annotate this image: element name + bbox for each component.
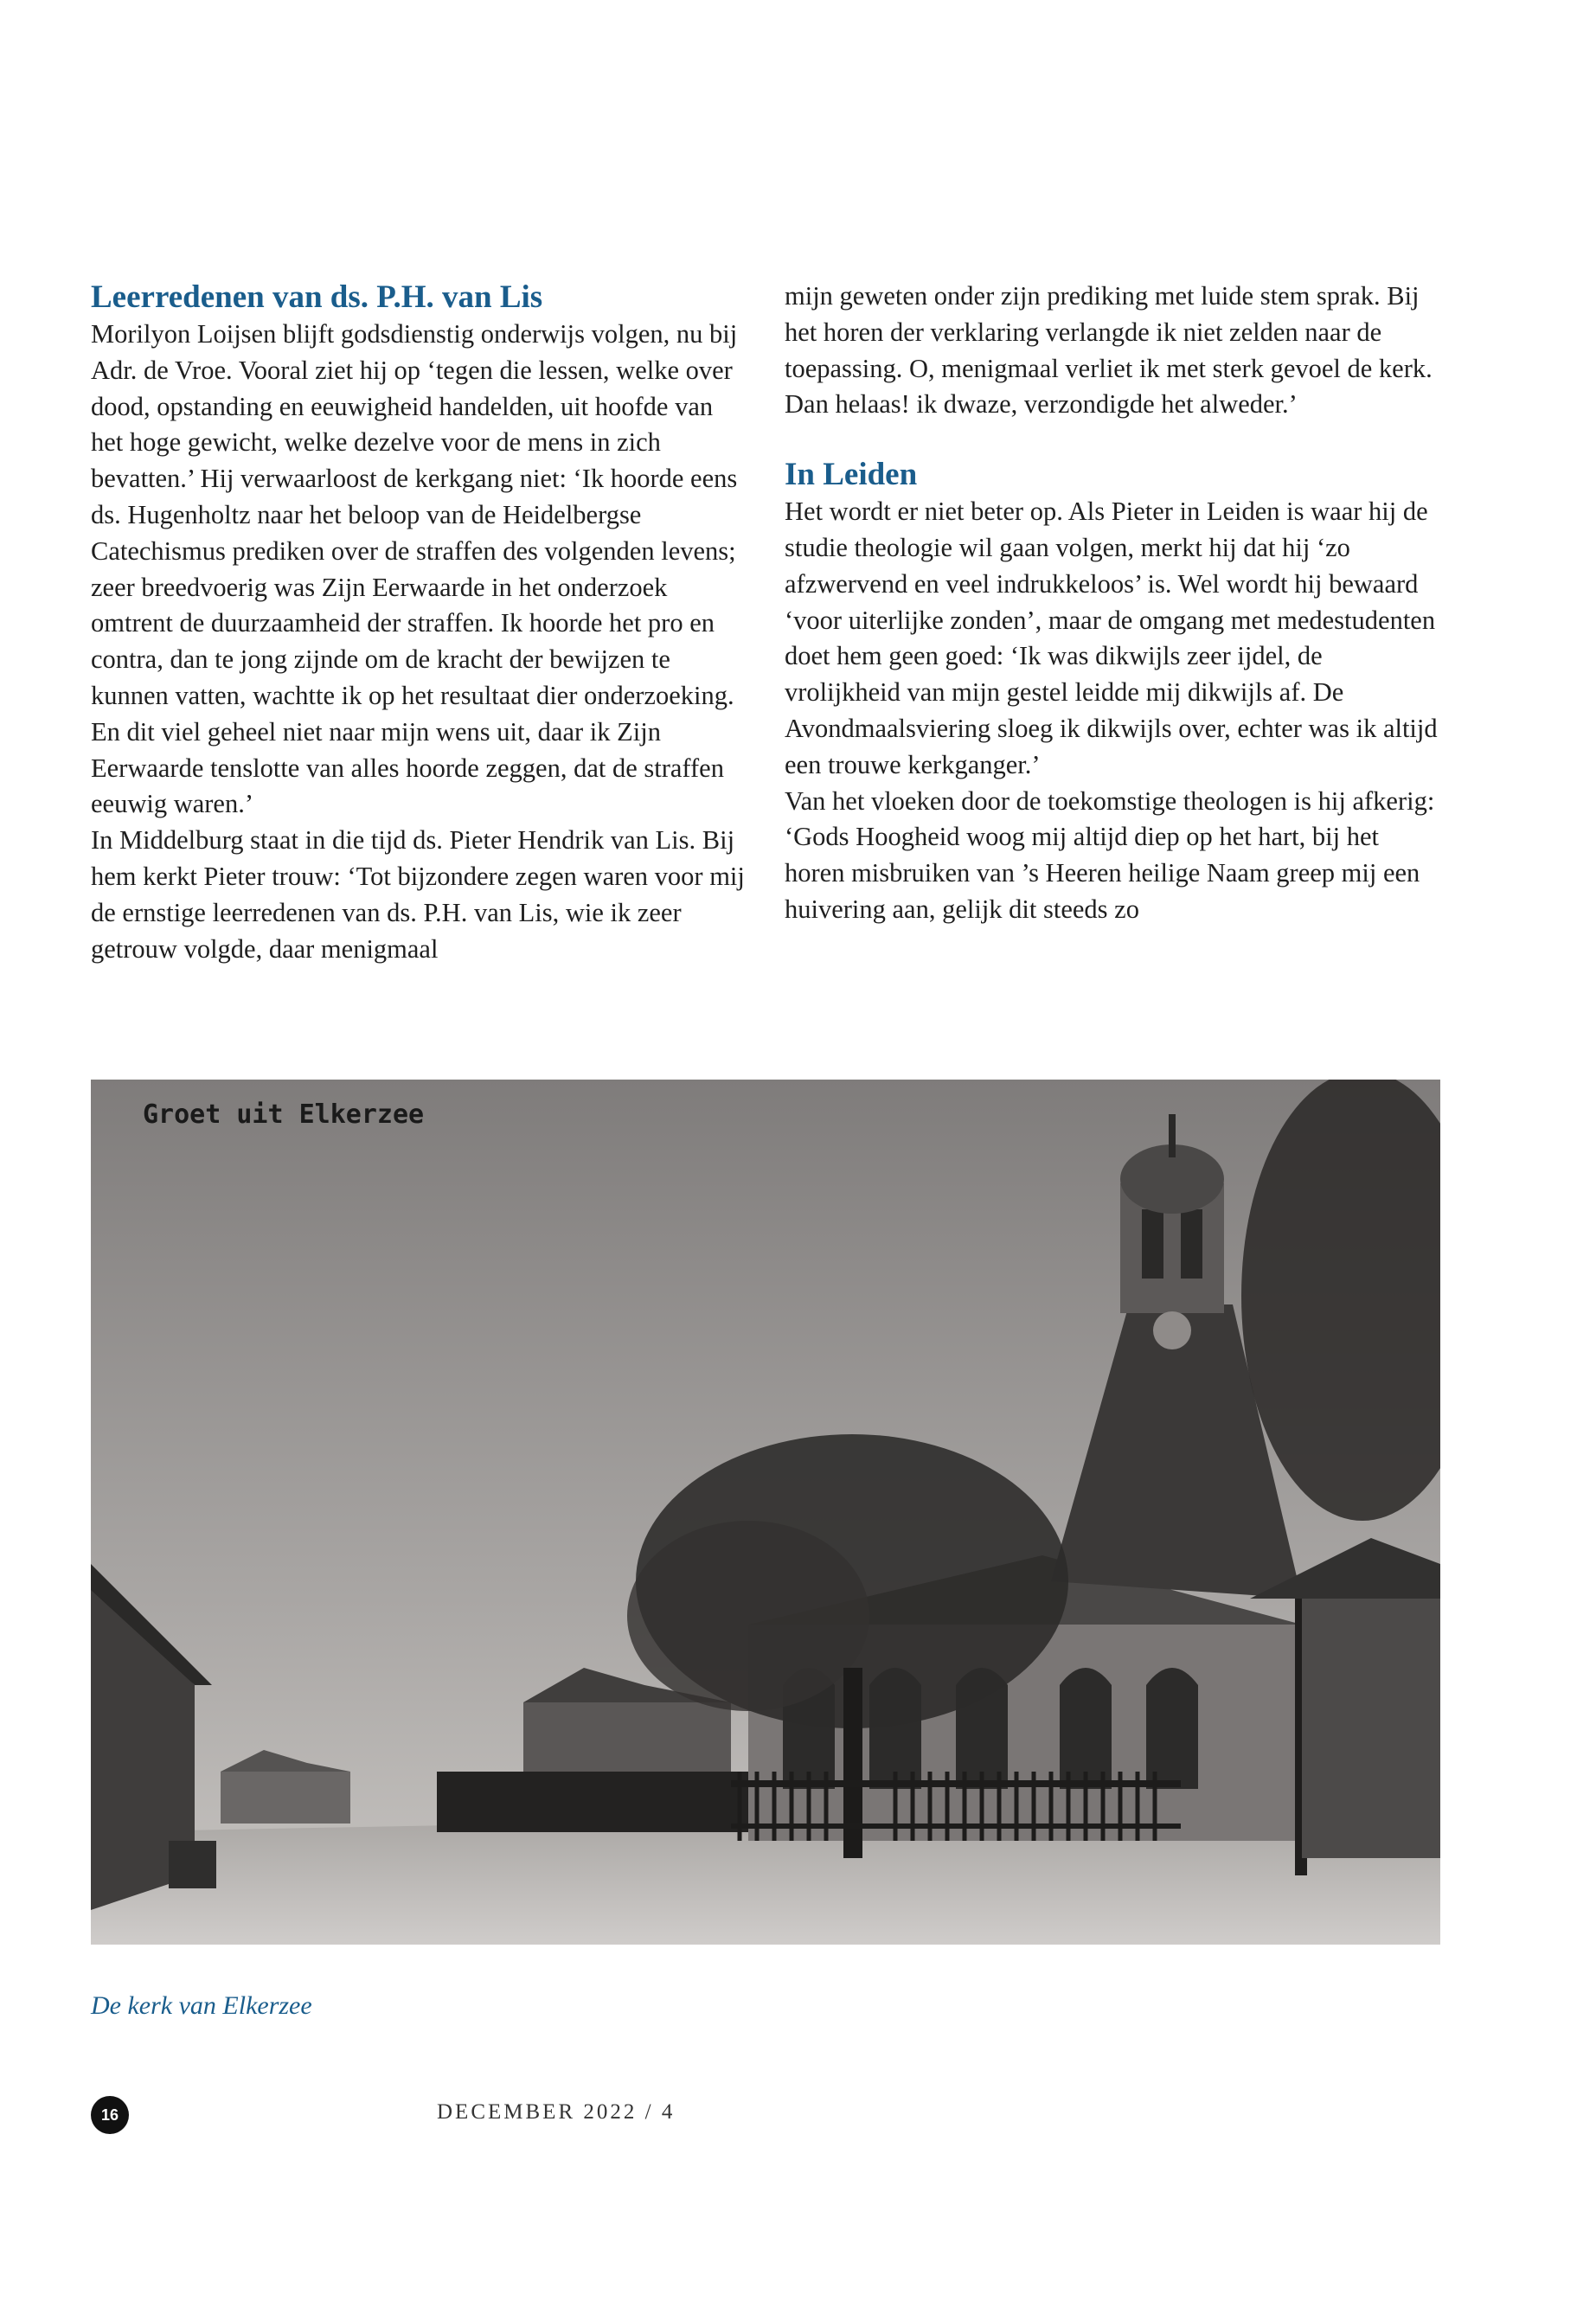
paragraph: Van het vloeken door de toekomstige theologen is hij afkerig: ‘Gods Hoogheid woog mij altijd diep op het hart, bij het horen misbruiken van ’s Heeren heilige Naam greep mij een huivering aan, gelijk dit steeds zo [785,785,1435,924]
photo-caption: De kerk van Elkerzee [91,1991,312,2020]
left-column [91,279,748,967]
paragraph: mijn geweten onder zijn prediking met luide stem sprak. Bij het horen der verklaring verlangde ik niet zelden naar de toepassing. O, menigmaal verliet ik met sterk gevoel de kerk. Dan helaas! ik dwaze, verzondigde het alweder.’ [785,281,1433,420]
paragraph: Morilyon Loijsen blijft godsdienstig onderwijs volgen, nu bij Adr. de Vroe. Vooral ziet hij op ‘tegen die lessen, welke over dood, opstanding en eeuwigheid handelden, uit hoofde van het hoge gewicht, welke dezelve voor de mens in zich bevatten.’ Hij verwaarloost de kerkgang niet: ‘Ik hoorde eens ds. Hugenholtz naar het beloop van de Heidelbergse Catechismus prediken over de straffen des volgenden levens; zeer breedvoerig was Zijn Eerwaarde in het onderzoek omtrent de duurzaamheid der straffen. Ik hoorde het pro en contra, dan te jong zijnde om de kracht der bewijzen te kunnen vatten, wachtte ik op het resultaat dier onderzoeking. En dit viel geheel niet naar mijn wens uit, daar ik Zijn Eerwaarde tenslotte van alles hoorde zeggen, dat de straffen eeuwig waren.’ [91,319,738,819]
section-heading-lis: Leerredenen van ds. P.H. van Lis [91,279,543,315]
issue-label: DECEMBER 2022 / 4 [437,2100,676,2124]
postcard-text: Groet uit Elkerzee [143,1099,425,1130]
right-column [785,279,1442,928]
page-number-badge: 16 [91,2096,129,2134]
paragraph: In Middelburg staat in die tijd ds. Pieter Hendrik van Lis. Bij hem kerkt Pieter trouw: ‘Tot bijzondere zegen waren voor mij de ernstige leerredenen van ds. P.H. van Lis, wie ik zeer getrouw volgde, daar menigmaal [91,825,745,964]
paragraph: Het wordt er niet beter op. Als Pieter in Leiden is waar hij de studie theologie wil gaan volgen, merkt hij dat hij ‘zo afzwervend en veel indrukkeloos’ is. Wel wordt hij bewaard ‘voor uiterlijke zonden’, maar de omgang met medestudenten doet hem geen goed: ‘Ik was dikwijls zeer ijdel, de vrolijkheid van mijn gestel leidde mij dikwijls af. De Avondmaalsviering sloeg ik dikwijls over, echter was ik altijd een trouwe kerkganger.’ [785,497,1438,779]
church-photo [91,1080,1440,1945]
section-heading-leiden: In Leiden [785,457,918,493]
